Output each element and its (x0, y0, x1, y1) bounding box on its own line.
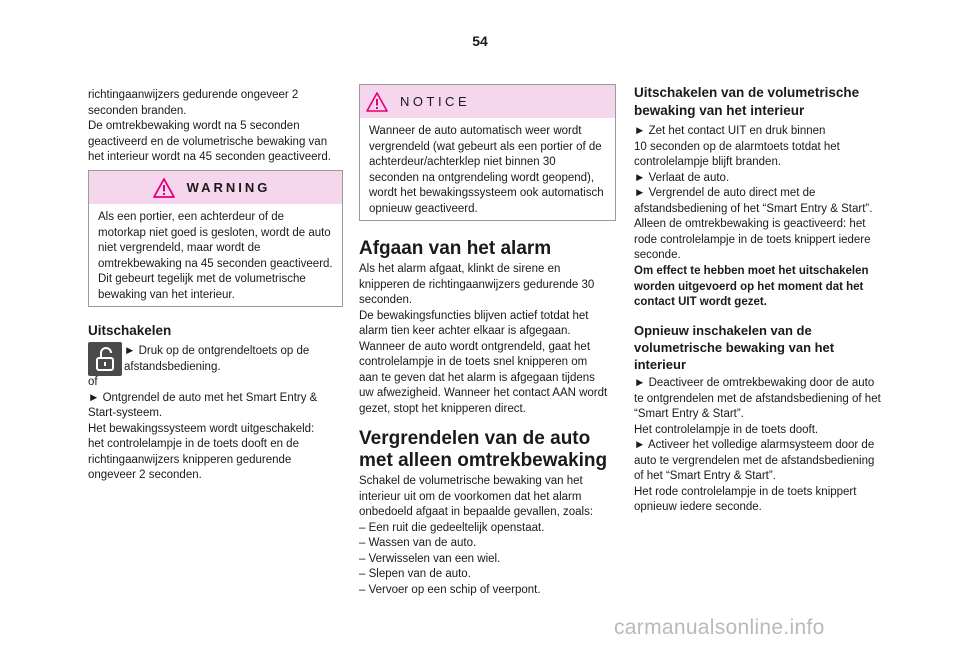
notice-header (360, 85, 615, 118)
uitschakelen-vol-heading: Uitschakelen van de volumetrische bewaking van het interieur (634, 85, 860, 118)
vergrendelen-heading: Vergrendelen van de auto met alleen omtrekbewaking (359, 428, 608, 471)
warning-box (88, 170, 343, 307)
uitschakelen-vol-bold: Om effect te hebben moet het uitschakelen worden uitgevoerd op het moment dat het contact UIT wordt gezet. (634, 265, 869, 308)
uitschakelen-text: of ► Ontgrendel de auto met het Smart Entry & Start-systeem. Het bewakingssysteem wordt uitgeschakeld: het controlelampje in de toets dooft en de richtingaanwijzers knipperen gedurende ongeveer 2 seconden. (88, 376, 318, 481)
vergrendelen-text: Schakel de volumetrische bewaking van het interieur uit om de voorkomen dat het alarm onbedoeld afgaat in bepaalde gevallen, zoals: – Een ruit die gedeeltelijk openstaat. – Wassen van de auto. – Verwisselen van een wiel. – Slepen van de auto. – Vervoer op een schip of veerpont. (359, 475, 594, 596)
notice-text: Wanneer de auto automatisch weer wordt vergrendeld (wat gebeurt als een portier of de achterdeur/achterklep niet binnen 30 seconden na ontgrendeling wordt geopend), wordt het bewakingssysteem ook automatisch opnieuw geactiveerd. (369, 125, 604, 215)
uitschakelen-heading: Uitschakelen (88, 323, 172, 338)
opnieuw-heading: Opnieuw inschakelen van de volumetrische bewaking van het interieur (634, 323, 835, 372)
warning-header (89, 171, 342, 204)
page-number: 54 (472, 33, 488, 49)
unlock-button-icon (88, 342, 122, 376)
notice-title: NOTICE (400, 94, 471, 109)
opnieuw-text: ► Deactiveer de omtrekbewaking door de auto te ontgrendelen met de afstandsbediening of het “Smart Entry & Start”. Het controlelampje in de toets dooft. ► Activeer het volledige alarmsysteem door de auto te vergrendelen met de afstandsbediening of het “Smart Entry & Start”. Het rode controlelampje in de toets knippert opnieuw iedere seconde. (634, 377, 881, 513)
notice-box (359, 84, 616, 221)
afgaan-heading: Afgaan van het alarm (359, 238, 552, 259)
watermark: carmanualsonline.info (614, 616, 825, 639)
afgaan-text: Als het alarm afgaat, klinkt de sirene en knipperen de richtingaanwijzers gedurende 30 seconden. De bewakingsfuncties blijven actief totdat het alarm tien keer achter elkaar is afgegaan. Wanneer de auto wordt ontgrendeld, gaat het controlelampje in de toets snel knipperen om aan te geven dat het alarm is afgegaan tijdens uw afwezigheid. Wanneer het contact AAN wordt gezet, stopt het knipperen direct. (359, 263, 608, 415)
warning-title: WARNING (186, 180, 271, 195)
intro-text: richtingaanwijzers gedurende ongeveer 2 seconden branden. De omtrekbewaking wordt na 5 seconden geactiveerd en de volumetrische bewaking van het interieur wordt na 45 seconden geactiveerd. (88, 89, 331, 163)
uitschakelen-icon-text: ► Druk op de ontgrendeltoets op de afstandsbediening. (124, 345, 310, 373)
warning-text: Als een portier, een achterdeur of de motorkap niet goed is gesloten, wordt de auto niet vergrendeld, maar wordt de omtrekbewaking na 45 seconden geactiveerd. Dit gebeurt tegelijk met de volumetrische bewaking van het interieur. (98, 211, 333, 301)
uitschakelen-vol-text: ► Zet het contact UIT en druk binnen 10 seconden op de alarmtoets totdat het controlelampje blijft branden. ► Verlaat de auto. ► Vergrendel de auto direct met de afstandsbediening of het “Smart Entry & Start”. Alleen de omtrekbewaking is geactiveerd: het rode controlelampje in de toets knippert iedere seconde. (634, 125, 873, 261)
notice-icon (366, 92, 388, 112)
warning-icon (153, 178, 175, 198)
